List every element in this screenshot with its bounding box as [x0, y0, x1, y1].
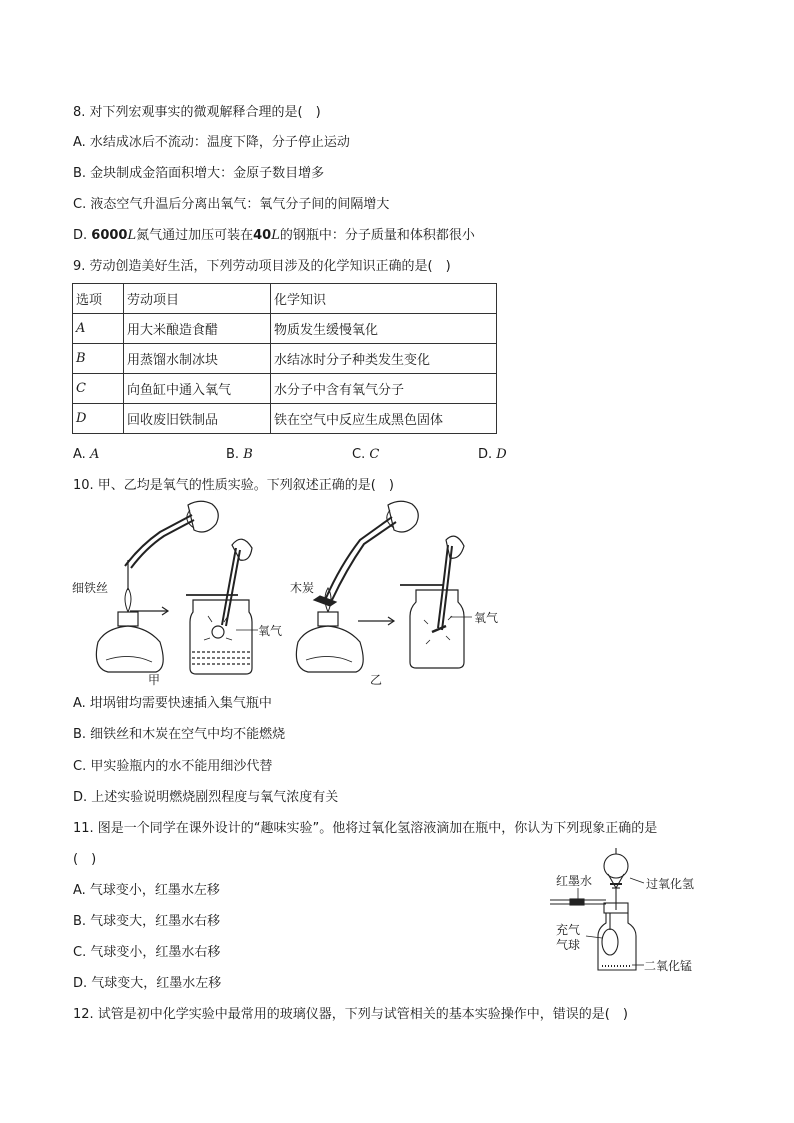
label-mno2: 二氧化锰	[644, 959, 693, 973]
answer-value: C	[369, 447, 380, 462]
label-h2o2: 过氧化氢	[646, 877, 695, 891]
q11-apparatus-figure	[540, 848, 720, 978]
table-cell-key: B	[73, 344, 124, 374]
q11-option-d: D. 气球变大，红墨水左移	[73, 976, 222, 991]
q8-d-mid: 氮气通过加压可装在	[136, 228, 254, 243]
answer-label: B.	[226, 447, 244, 462]
label-iron-wire: 细铁丝	[72, 581, 109, 595]
q8-stem: 8. 对下列宏观事实的微观解释合理的是( )	[73, 105, 321, 120]
table-header-cell: 化学知识	[271, 284, 497, 314]
q8-option-b: B. 金块制成金箔面积增大：金原子数目增多	[73, 166, 325, 181]
q12-stem: 12. 试管是初中化学实验中最常用的玻璃仪器，下列与试管相关的基本实验操作中，错误的是( )	[73, 1007, 628, 1022]
table-cell-key: A	[73, 314, 124, 344]
table-header-cell: 选项	[73, 284, 124, 314]
answer-label: D.	[478, 447, 497, 462]
q11-option-c: C. 气球变小，红墨水右移	[73, 945, 221, 960]
q8-d-prefix: D.	[73, 228, 92, 243]
alcohol-lamp-icon	[96, 588, 163, 672]
table-cell-knowledge: 水结冰时分子种类发生变化	[271, 344, 497, 374]
label-balloon-2: 气球	[556, 938, 581, 952]
q8-d-unit-2: L	[271, 228, 280, 243]
label-jia: 甲	[148, 673, 161, 687]
q9-stem: 9. 劳动创造美好生活，下列劳动项目涉及的化学知识正确的是( )	[73, 259, 451, 274]
burning-wire-icon	[212, 626, 224, 638]
label-balloon-1: 充气	[556, 923, 581, 937]
red-ink-icon	[570, 899, 584, 905]
separatory-funnel-icon	[604, 848, 628, 910]
table-cell-project: 用蒸馏水制冰块	[124, 344, 271, 374]
table-cell-knowledge: 物质发生缓慢氧化	[271, 314, 497, 344]
q8-option-c: C. 液态空气升温后分离出氧气：氧气分子间的间隔增大	[73, 197, 390, 212]
q10-option-a: A. 坩埚钳均需要快速插入集气瓶中	[73, 696, 272, 711]
q10-option-d: D. 上述实验说明燃烧剧烈程度与氧气浓度有关	[73, 790, 339, 805]
q8-option-a: A. 水结成冰后不流动：温度下降，分子停止运动	[73, 135, 350, 150]
q11-option-a: A. 气球变小，红墨水左移	[73, 883, 220, 898]
answer-label: A.	[73, 447, 90, 462]
q10-option-c: C. 甲实验瓶内的水不能用细沙代替	[73, 759, 273, 774]
balloon-icon	[602, 929, 618, 955]
label-yi: 乙	[370, 673, 383, 687]
table-cell-project: 用大米酿造食醋	[124, 314, 271, 344]
answer-value: D	[496, 447, 507, 462]
gas-jar-icon	[400, 585, 464, 668]
q11-stem: 11. 图是一个同学在课外设计的“趣味实验”。他将过氧化氢溶液滴加在瓶中，你认为下列现象正确的是	[73, 821, 658, 836]
label-charcoal: 木炭	[290, 581, 315, 595]
gas-jar-icon	[186, 595, 252, 674]
table-header-cell: 劳动项目	[124, 284, 271, 314]
q11-paren: ( )	[73, 852, 97, 867]
bottle-icon	[598, 913, 636, 970]
table-cell-key: C	[73, 374, 124, 404]
table-cell-knowledge: 铁在空气中反应生成黑色固体	[271, 404, 497, 434]
q10-option-b: B. 细铁丝和木炭在空气中均不能燃烧	[73, 727, 286, 742]
q11-option-b: B. 气球变大，红墨水右移	[73, 914, 221, 929]
table-cell-project: 向鱼缸中通入氧气	[124, 374, 271, 404]
q8-d-suffix: 的钢瓶中：分子质量和体积都很小	[279, 228, 475, 243]
answer-value: A	[89, 447, 100, 462]
q8-d-volume-1: 6000	[91, 228, 128, 243]
table-cell-project: 回收废旧铁制品	[124, 404, 271, 434]
label-red-ink: 红墨水	[556, 874, 593, 888]
table-cell-knowledge: 水分子中含有氧气分子	[271, 374, 497, 404]
answer-label: C.	[352, 447, 370, 462]
label-oxygen: 氧气	[258, 624, 283, 638]
q8-d-volume-2: 40	[253, 228, 272, 243]
q8-d-unit-1: L	[127, 228, 137, 243]
q10-stem: 10. 甲、乙均是氧气的性质实验。下列叙述正确的是( )	[73, 478, 394, 493]
answer-value: B	[243, 447, 253, 462]
label-oxygen: 氧气	[474, 611, 499, 625]
table-cell-key: D	[73, 404, 124, 434]
